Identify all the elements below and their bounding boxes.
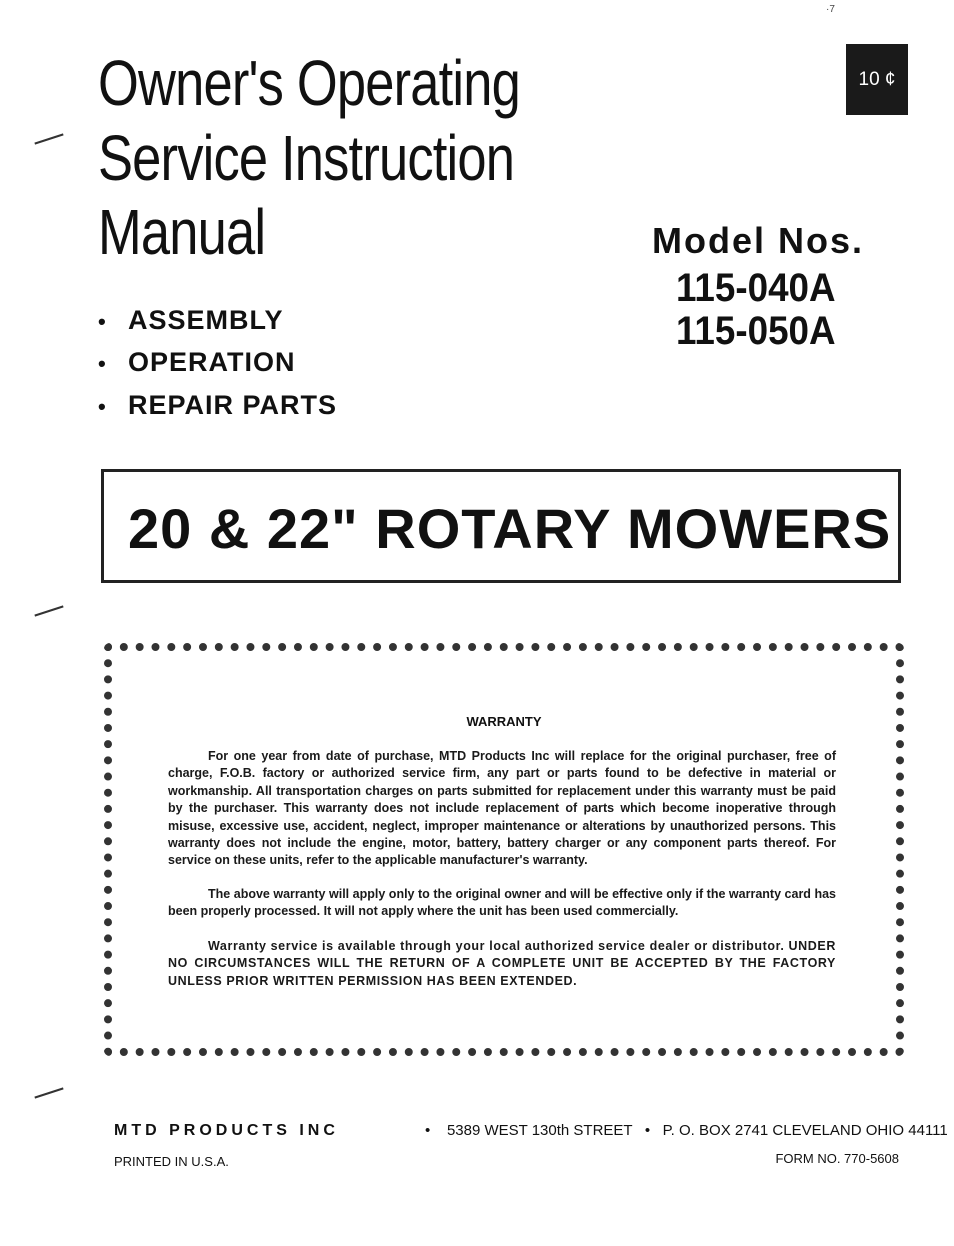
title-line-3: Manual <box>98 196 266 268</box>
separator: • <box>644 1122 651 1139</box>
list-item-label: OPERATION <box>128 347 296 377</box>
list-item-label: REPAIR PARTS <box>128 390 338 420</box>
model-heading: Model Nos. <box>652 220 865 261</box>
company-name: MTD PRODUCTS INC <box>114 1122 339 1139</box>
list-item-label: ASSEMBLY <box>128 305 284 335</box>
model-number: 115-050A <box>676 309 836 353</box>
bullet: • <box>98 351 107 376</box>
separator: • <box>425 1122 431 1139</box>
price-badge: 10 ¢ <box>846 44 908 115</box>
page-mark: ·7 <box>826 4 835 15</box>
bullet: • <box>98 309 107 334</box>
list-item <box>98 390 337 421</box>
list-item <box>98 305 284 336</box>
list-item <box>98 347 296 378</box>
street-address: 5389 WEST 130th STREET <box>446 1122 633 1139</box>
warranty-paragraph: The above warranty will apply only to the original owner and will be effective only if the warranty card has been properly processed. It will not apply where the unit has been used commercially. <box>168 887 836 919</box>
title-line-1: Owner's Operating <box>98 47 520 119</box>
po-box: P. O. BOX 2741 CLEVELAND OHIO 44111 <box>662 1122 948 1139</box>
title-line-2: Service Instruction <box>98 122 515 194</box>
printed-in: PRINTED IN U.S.A. <box>114 1154 229 1169</box>
margin-mark <box>34 133 63 144</box>
company-address <box>425 1122 948 1139</box>
warranty-paragraph: Warranty service is available through your local authorized service dealer or distributor. UNDER NO CIRCUMSTANCES WILL THE RETURN OF A COMPLETE UNIT BE ACCEPTED BY THE FACTORY UNLESS PRIOR WRITTEN PERMISSION HAS BEEN EXTENDED. <box>168 939 836 988</box>
model-number: 115-040A <box>676 266 836 310</box>
form-number: FORM NO. 770-5608 <box>775 1151 899 1166</box>
product-title: 20 & 22" ROTARY MOWERS <box>128 497 892 560</box>
margin-mark <box>34 1087 63 1098</box>
warranty-heading: WARRANTY <box>466 714 542 729</box>
bullet: • <box>98 394 107 419</box>
warranty-paragraph: For one year from date of purchase, MTD Products Inc will replace for the original purchaser, free of charge, F.O.B. factory or authorized service firm, any part or parts found to be defective in material or workmanship. All transportation charges on parts submitted for replacement under this warranty must be paid by the purchaser. This warranty does not include replacement of parts which become inoperative through misuse, excessive use, accident, neglect, improper maintenance or alterations by unauthorized persons. This warranty does not include the engine, motor, battery, battery charger or any component parts thereof. For service on these units, refer to the applicable manufacturer's warranty. <box>168 749 836 868</box>
margin-mark <box>34 605 63 616</box>
